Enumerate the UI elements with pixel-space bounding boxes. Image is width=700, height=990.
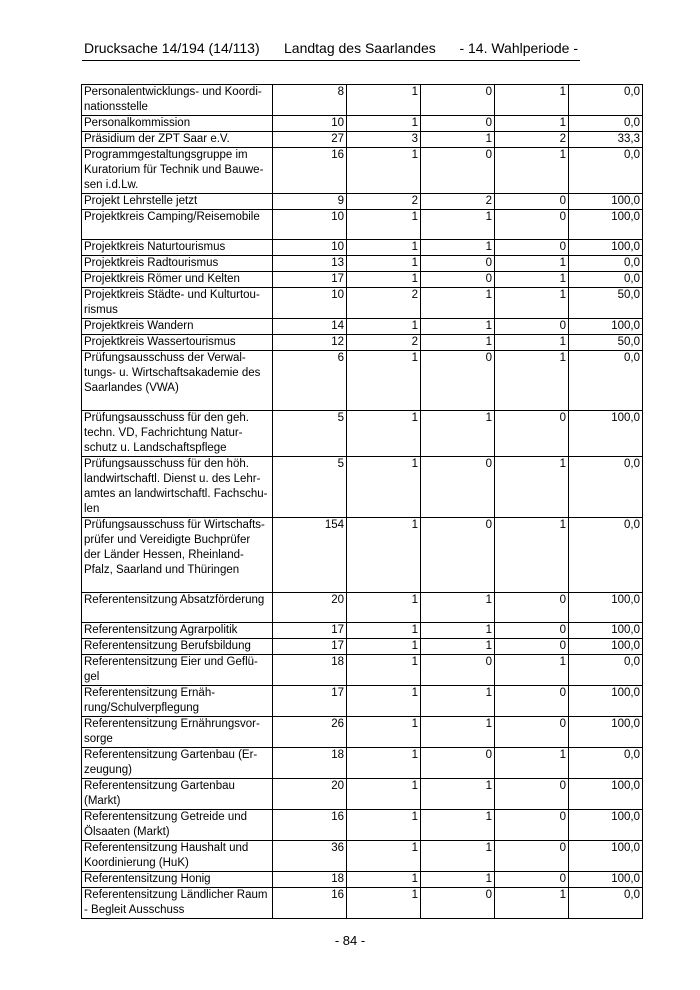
percentage-cell: 100,0 xyxy=(569,639,643,655)
value-cell-4: 0 xyxy=(495,623,569,639)
value-cell-3: 0 xyxy=(421,351,495,411)
table-row xyxy=(82,210,643,240)
committee-name-cell: Präsidium der ZPT Saar e.V. xyxy=(82,132,273,148)
value-cell-1: 20 xyxy=(273,593,347,623)
value-cell-4: 0 xyxy=(495,194,569,210)
value-cell-3: 1 xyxy=(421,686,495,717)
percentage-cell: 0,0 xyxy=(569,85,643,116)
value-cell-2: 1 xyxy=(347,319,421,335)
value-cell-4: 2 xyxy=(495,132,569,148)
committee-name-cell: Referentensitzung Getreide und Ölsaaten (Markt) xyxy=(82,810,273,841)
value-cell-1: 10 xyxy=(273,116,347,132)
committee-name-cell: Prüfungsausschuss für den höh. landwirtschaftl. Dienst u. des Lehr- amtes an landwirtschaftl. Fachschu- len xyxy=(82,457,273,518)
value-cell-3: 1 xyxy=(421,810,495,841)
committee-name-cell: Prüfungsausschuss für Wirtschafts- prüfer und Vereidigte Buchprüfer der Länder Hessen, Rheinland- Pfalz, Saarland und Thüringen xyxy=(82,518,273,593)
table-row xyxy=(82,623,643,639)
value-cell-3: 1 xyxy=(421,132,495,148)
value-cell-4: 1 xyxy=(495,457,569,518)
percentage-cell: 33,3 xyxy=(569,132,643,148)
value-cell-3: 1 xyxy=(421,841,495,872)
value-cell-2: 3 xyxy=(347,132,421,148)
value-cell-4: 1 xyxy=(495,116,569,132)
percentage-cell: 100,0 xyxy=(569,872,643,888)
value-cell-3: 0 xyxy=(421,256,495,272)
committee-name-cell: Projektkreis Wassertourismus xyxy=(82,335,273,351)
value-cell-2: 1 xyxy=(347,85,421,116)
value-cell-2: 1 xyxy=(347,351,421,411)
committee-name-cell: Referentensitzung Honig xyxy=(82,872,273,888)
value-cell-2: 1 xyxy=(347,240,421,256)
percentage-cell: 100,0 xyxy=(569,319,643,335)
table-row xyxy=(82,272,643,288)
value-cell-1: 16 xyxy=(273,888,347,919)
committee-name-cell: Projektkreis Camping/Reisemobile xyxy=(82,210,273,240)
value-cell-1: 26 xyxy=(273,717,347,748)
percentage-cell: 0,0 xyxy=(569,655,643,686)
percentage-cell: 100,0 xyxy=(569,240,643,256)
value-cell-4: 0 xyxy=(495,779,569,810)
committee-name-cell: Referentensitzung Absatzförderung xyxy=(82,593,273,623)
table-row xyxy=(82,717,643,748)
table-row xyxy=(82,810,643,841)
value-cell-4: 1 xyxy=(495,888,569,919)
value-cell-2: 1 xyxy=(347,686,421,717)
committee-name-cell: Projektkreis Naturtourismus xyxy=(82,240,273,256)
value-cell-3: 0 xyxy=(421,272,495,288)
value-cell-3: 1 xyxy=(421,335,495,351)
value-cell-2: 2 xyxy=(347,288,421,319)
value-cell-1: 36 xyxy=(273,841,347,872)
page-header xyxy=(84,40,578,60)
value-cell-2: 1 xyxy=(347,779,421,810)
percentage-cell: 0,0 xyxy=(569,888,643,919)
percentage-cell: 100,0 xyxy=(569,810,643,841)
table-row xyxy=(82,841,643,872)
percentage-cell: 100,0 xyxy=(569,210,643,240)
value-cell-1: 13 xyxy=(273,256,347,272)
table-row xyxy=(82,872,643,888)
value-cell-4: 0 xyxy=(495,411,569,457)
committee-name-cell: Projektkreis Römer und Kelten xyxy=(82,272,273,288)
value-cell-3: 1 xyxy=(421,411,495,457)
value-cell-1: 17 xyxy=(273,272,347,288)
value-cell-3: 0 xyxy=(421,655,495,686)
percentage-cell: 0,0 xyxy=(569,256,643,272)
value-cell-3: 0 xyxy=(421,518,495,593)
value-cell-2: 1 xyxy=(347,457,421,518)
percentage-cell: 0,0 xyxy=(569,457,643,518)
percentage-cell: 100,0 xyxy=(569,593,643,623)
committee-name-cell: Referentensitzung Eier und Geflü- gel xyxy=(82,655,273,686)
document-number: Drucksache 14/194 (14/113) xyxy=(84,40,260,56)
value-cell-1: 5 xyxy=(273,457,347,518)
table-row xyxy=(82,518,643,593)
value-cell-2: 1 xyxy=(347,256,421,272)
value-cell-4: 0 xyxy=(495,240,569,256)
value-cell-4: 1 xyxy=(495,288,569,319)
committee-name-cell: Personalkommission xyxy=(82,116,273,132)
value-cell-2: 1 xyxy=(347,717,421,748)
committee-name-cell: Prüfungsausschuss für den geh. techn. VD, Fachrichtung Natur- schutz u. Landschaftspflege xyxy=(82,411,273,457)
percentage-cell: 100,0 xyxy=(569,411,643,457)
value-cell-4: 0 xyxy=(495,841,569,872)
committee-name-cell: Referentensitzung Berufsbildung xyxy=(82,639,273,655)
value-cell-3: 1 xyxy=(421,779,495,810)
value-cell-2: 1 xyxy=(347,810,421,841)
table-row xyxy=(82,351,643,411)
value-cell-1: 5 xyxy=(273,411,347,457)
header-rule xyxy=(82,60,580,61)
table-row xyxy=(82,411,643,457)
value-cell-2: 2 xyxy=(347,335,421,351)
value-cell-3: 0 xyxy=(421,748,495,779)
percentage-cell: 0,0 xyxy=(569,116,643,132)
value-cell-2: 1 xyxy=(347,593,421,623)
value-cell-2: 1 xyxy=(347,655,421,686)
value-cell-2: 1 xyxy=(347,841,421,872)
value-cell-1: 12 xyxy=(273,335,347,351)
committee-name-cell: Personalentwicklungs- und Koordi- nationsstelle xyxy=(82,85,273,116)
committee-name-cell: Referentensitzung Ernährungsvor- sorge xyxy=(82,717,273,748)
value-cell-4: 0 xyxy=(495,639,569,655)
percentage-cell: 50,0 xyxy=(569,288,643,319)
table-row xyxy=(82,288,643,319)
value-cell-3: 0 xyxy=(421,457,495,518)
committee-name-cell: Programmgestaltungsgruppe im Kuratorium für Technik und Bauwe- sen i.d.Lw. xyxy=(82,148,273,194)
value-cell-3: 2 xyxy=(421,194,495,210)
table-row xyxy=(82,748,643,779)
value-cell-3: 1 xyxy=(421,288,495,319)
value-cell-2: 1 xyxy=(347,116,421,132)
legislative-period: - 14. Wahlperiode - xyxy=(459,40,578,56)
value-cell-2: 1 xyxy=(347,148,421,194)
committee-name-cell: Referentensitzung Gartenbau (Markt) xyxy=(82,779,273,810)
value-cell-3: 1 xyxy=(421,210,495,240)
value-cell-1: 10 xyxy=(273,240,347,256)
value-cell-4: 1 xyxy=(495,272,569,288)
value-cell-1: 17 xyxy=(273,639,347,655)
value-cell-2: 1 xyxy=(347,272,421,288)
value-cell-2: 1 xyxy=(347,872,421,888)
percentage-cell: 0,0 xyxy=(569,351,643,411)
value-cell-3: 1 xyxy=(421,623,495,639)
value-cell-3: 1 xyxy=(421,319,495,335)
table-row xyxy=(82,888,643,919)
value-cell-3: 0 xyxy=(421,116,495,132)
table-row xyxy=(82,132,643,148)
value-cell-4: 1 xyxy=(495,518,569,593)
value-cell-1: 17 xyxy=(273,686,347,717)
committee-name-cell: Projekt Lehrstelle jetzt xyxy=(82,194,273,210)
value-cell-1: 18 xyxy=(273,655,347,686)
value-cell-2: 2 xyxy=(347,194,421,210)
percentage-cell: 0,0 xyxy=(569,748,643,779)
value-cell-1: 10 xyxy=(273,288,347,319)
percentage-cell: 100,0 xyxy=(569,623,643,639)
table-row xyxy=(82,85,643,116)
table-row xyxy=(82,319,643,335)
table-row xyxy=(82,335,643,351)
committee-name-cell: Referentensitzung Ländlicher Raum - Begleit Ausschuss xyxy=(82,888,273,919)
percentage-cell: 0,0 xyxy=(569,148,643,194)
page-number: - 84 - xyxy=(334,933,366,948)
committee-name-cell: Referentensitzung Gartenbau (Er- zeugung) xyxy=(82,748,273,779)
committee-name-cell: Referentensitzung Haushalt und Koordinierung (HuK) xyxy=(82,841,273,872)
value-cell-2: 1 xyxy=(347,210,421,240)
value-cell-1: 10 xyxy=(273,210,347,240)
value-cell-3: 0 xyxy=(421,148,495,194)
value-cell-3: 1 xyxy=(421,872,495,888)
value-cell-4: 1 xyxy=(495,655,569,686)
value-cell-4: 1 xyxy=(495,256,569,272)
value-cell-1: 14 xyxy=(273,319,347,335)
value-cell-3: 1 xyxy=(421,240,495,256)
percentage-cell: 0,0 xyxy=(569,518,643,593)
committee-name-cell: Projektkreis Städte- und Kulturtou- rismus xyxy=(82,288,273,319)
percentage-cell: 50,0 xyxy=(569,335,643,351)
percentage-cell: 0,0 xyxy=(569,272,643,288)
value-cell-1: 20 xyxy=(273,779,347,810)
parliament-name: Landtag des Saarlandes xyxy=(284,40,436,56)
value-cell-1: 16 xyxy=(273,810,347,841)
committee-name-cell: Projektkreis Wandern xyxy=(82,319,273,335)
committee-name-cell: Referentensitzung Ernäh- rung/Schulverpflegung xyxy=(82,686,273,717)
table-row xyxy=(82,256,643,272)
value-cell-4: 0 xyxy=(495,210,569,240)
committee-name-cell: Referentensitzung Agrarpolitik xyxy=(82,623,273,639)
committee-table xyxy=(81,84,643,919)
table-row xyxy=(82,457,643,518)
value-cell-1: 8 xyxy=(273,85,347,116)
value-cell-4: 1 xyxy=(495,748,569,779)
value-cell-4: 0 xyxy=(495,810,569,841)
value-cell-4: 1 xyxy=(495,85,569,116)
value-cell-1: 18 xyxy=(273,872,347,888)
committee-name-cell: Prüfungsausschuss der Verwal- tungs- u. Wirtschaftsakademie des Saarlandes (VWA) xyxy=(82,351,273,411)
value-cell-4: 0 xyxy=(495,686,569,717)
value-cell-4: 1 xyxy=(495,335,569,351)
table-row xyxy=(82,686,643,717)
table-row xyxy=(82,593,643,623)
value-cell-3: 0 xyxy=(421,888,495,919)
value-cell-4: 0 xyxy=(495,319,569,335)
table-row xyxy=(82,779,643,810)
value-cell-3: 0 xyxy=(421,85,495,116)
value-cell-4: 1 xyxy=(495,148,569,194)
percentage-cell: 100,0 xyxy=(569,717,643,748)
table-row xyxy=(82,639,643,655)
value-cell-2: 1 xyxy=(347,518,421,593)
table-row xyxy=(82,240,643,256)
table-row xyxy=(82,655,643,686)
value-cell-4: 1 xyxy=(495,351,569,411)
value-cell-3: 1 xyxy=(421,717,495,748)
percentage-cell: 100,0 xyxy=(569,779,643,810)
value-cell-1: 6 xyxy=(273,351,347,411)
table-row xyxy=(82,194,643,210)
table-row xyxy=(82,116,643,132)
value-cell-1: 17 xyxy=(273,623,347,639)
percentage-cell: 100,0 xyxy=(569,841,643,872)
value-cell-2: 1 xyxy=(347,411,421,457)
value-cell-1: 18 xyxy=(273,748,347,779)
value-cell-4: 0 xyxy=(495,593,569,623)
value-cell-2: 1 xyxy=(347,748,421,779)
value-cell-4: 0 xyxy=(495,717,569,748)
value-cell-2: 1 xyxy=(347,888,421,919)
committee-name-cell: Projektkreis Radtourismus xyxy=(82,256,273,272)
value-cell-3: 1 xyxy=(421,593,495,623)
value-cell-1: 154 xyxy=(273,518,347,593)
table-row xyxy=(82,148,643,194)
table-body xyxy=(82,85,643,919)
percentage-cell: 100,0 xyxy=(569,194,643,210)
value-cell-3: 1 xyxy=(421,639,495,655)
value-cell-2: 1 xyxy=(347,623,421,639)
value-cell-1: 16 xyxy=(273,148,347,194)
percentage-cell: 100,0 xyxy=(569,686,643,717)
value-cell-4: 0 xyxy=(495,872,569,888)
value-cell-1: 27 xyxy=(273,132,347,148)
value-cell-2: 1 xyxy=(347,639,421,655)
value-cell-1: 9 xyxy=(273,194,347,210)
